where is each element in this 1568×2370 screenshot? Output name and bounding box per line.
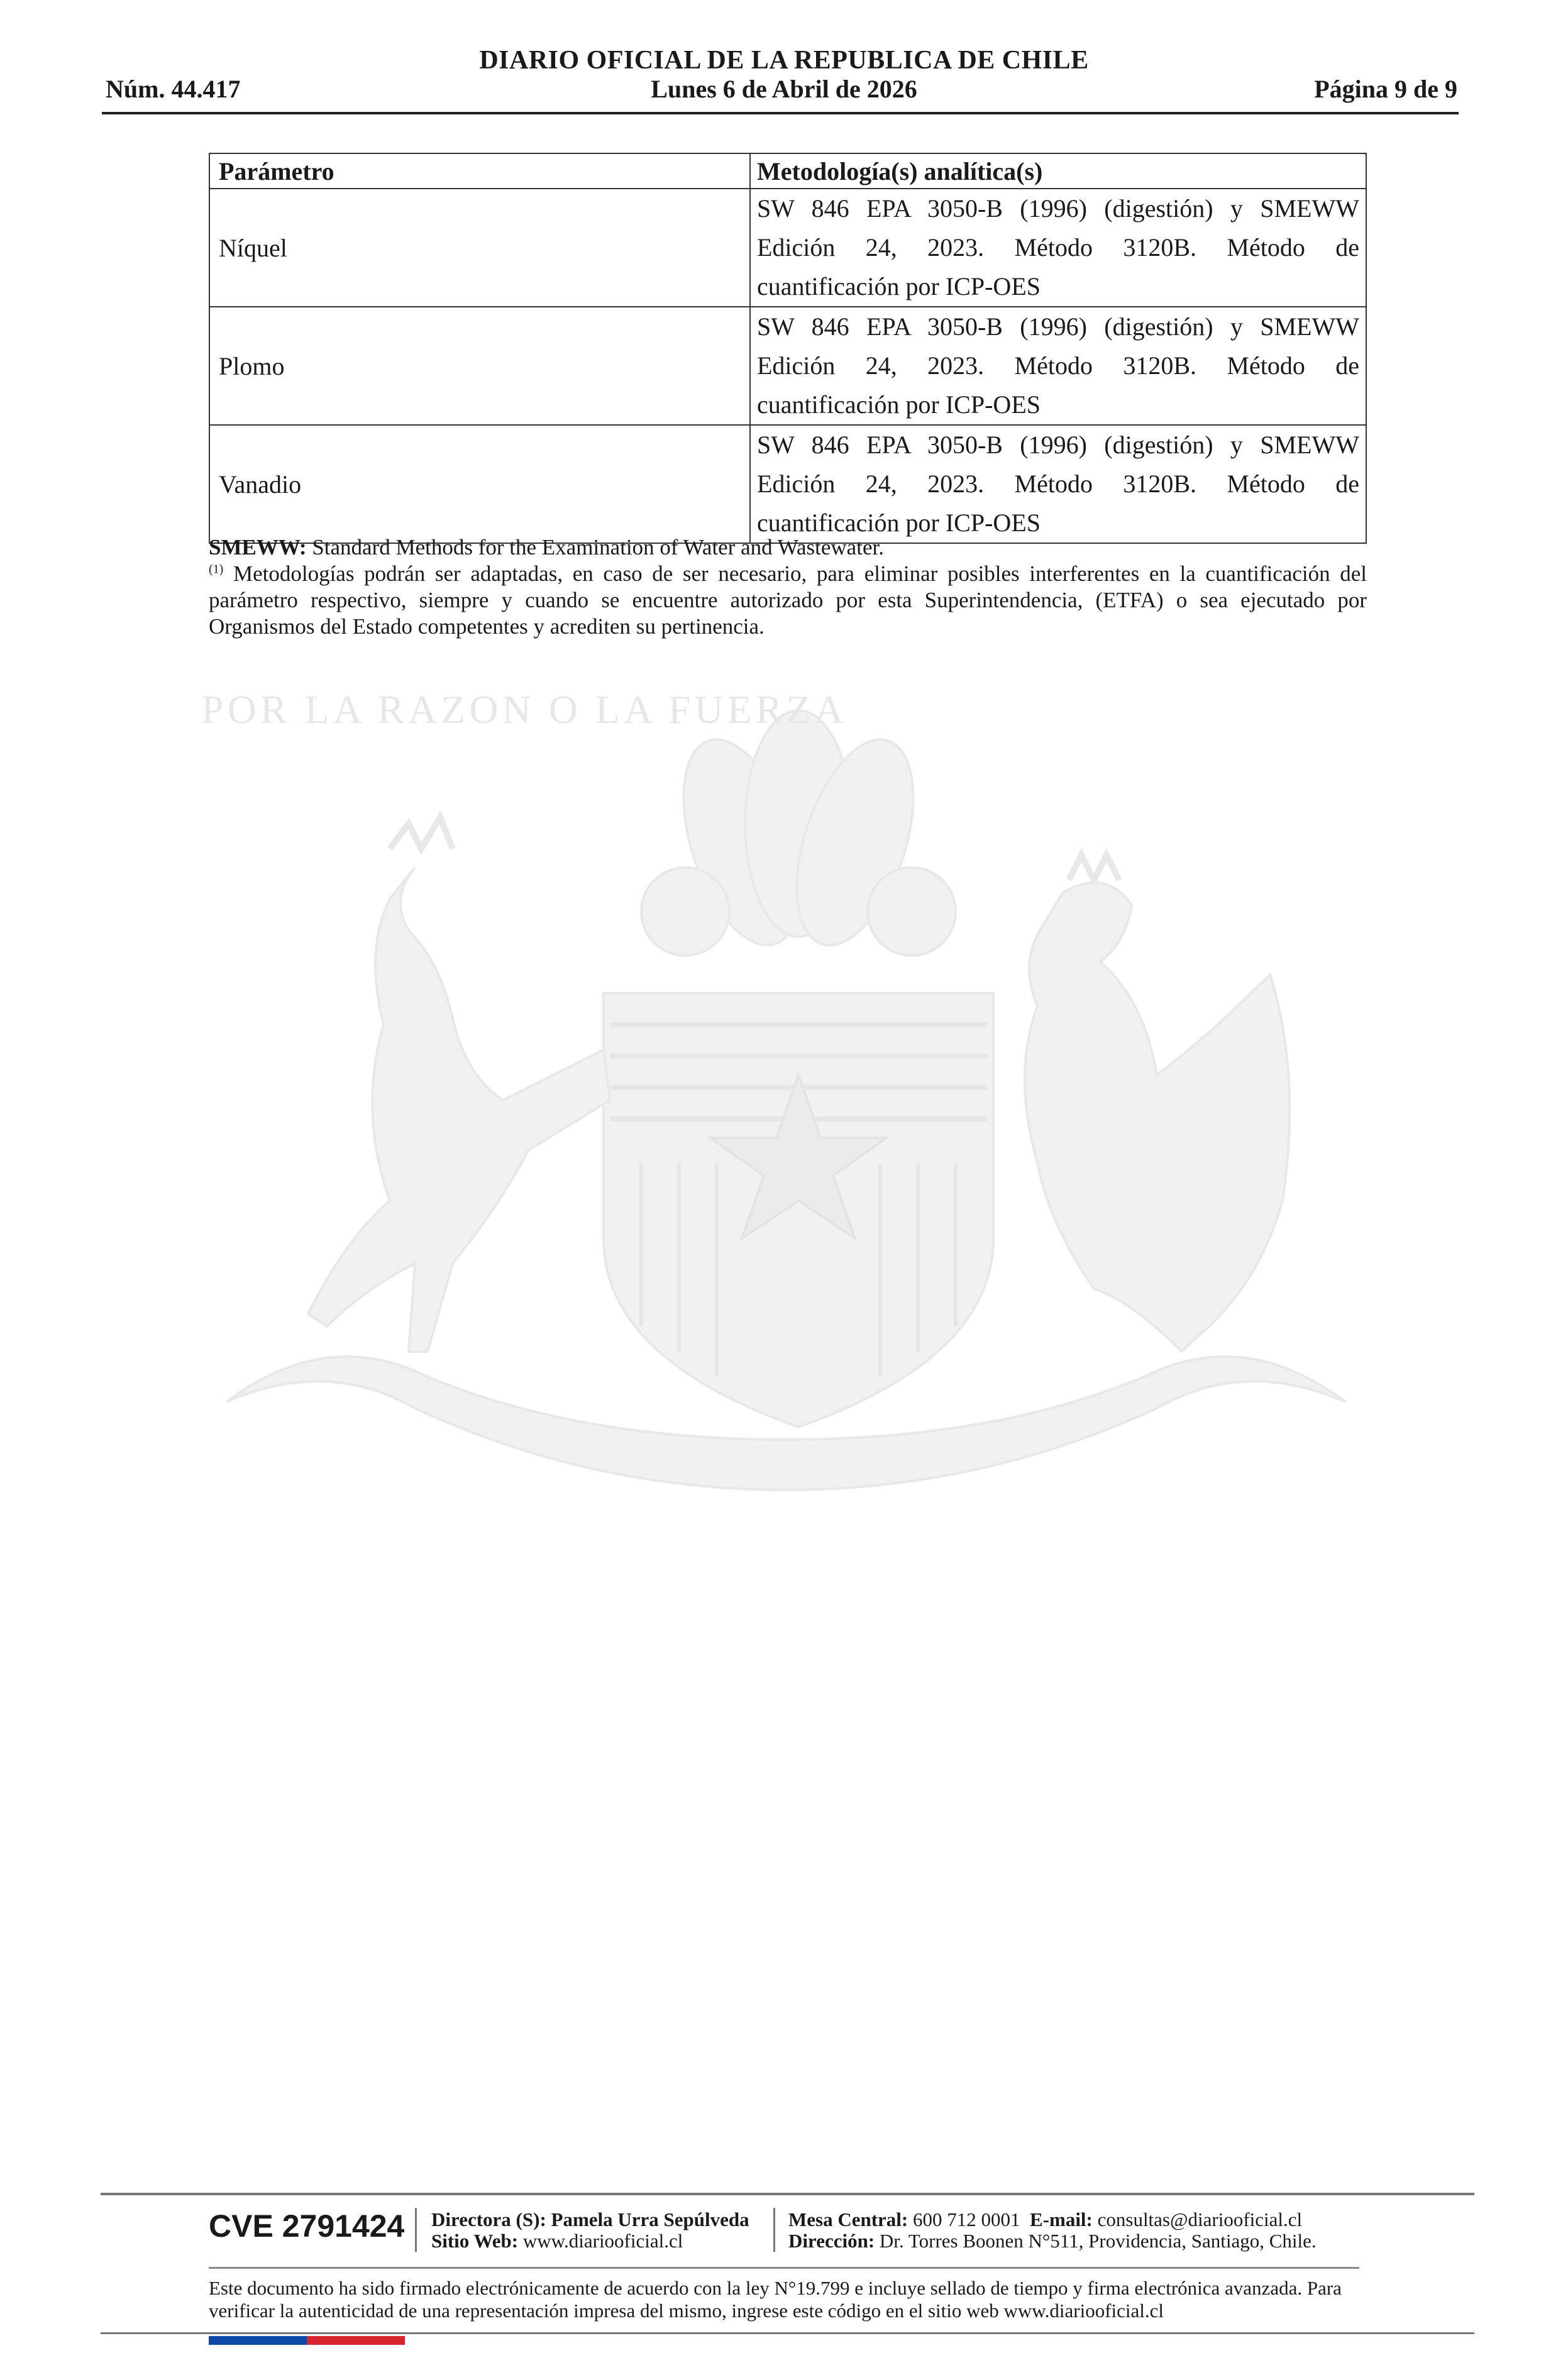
flag-bar-blue xyxy=(209,2336,307,2345)
methodology-cell: SW 846 EPA 3050-B (1996) (digestión) y SMEWW Edición 24, 2023. Método 3120B. Método de cuantificación por ICP-OES xyxy=(750,307,1366,425)
table-notes xyxy=(209,534,1367,640)
cve-code: CVE 2791424 xyxy=(209,2208,405,2244)
newspaper-title: DIARIO OFICIAL DE LA REPUBLICA DE CHILE xyxy=(479,46,1089,75)
website-label: Sitio Web: xyxy=(431,2230,519,2252)
email-link[interactable]: consultas@diariooficial.cl xyxy=(1097,2208,1303,2230)
table-row xyxy=(209,189,1366,307)
smeww-label: SMEWW: xyxy=(209,535,307,559)
issue-date: Lunes 6 de Abril de 2026 xyxy=(651,75,917,103)
shield-icon xyxy=(604,993,993,1427)
methodology-cell: SW 846 EPA 3050-B (1996) (digestión) y SMEWW Edición 24, 2023. Método 3120B. Método de cuantificación por ICP-OES xyxy=(750,425,1366,543)
table-header-row xyxy=(209,153,1366,189)
issue-number: Núm. 44.417 xyxy=(106,75,241,103)
page-indicator: Página 9 de 9 xyxy=(1314,75,1457,103)
parameter-cell: Níquel xyxy=(209,189,750,307)
header-divider xyxy=(102,112,1459,114)
methodology-cell: SW 846 EPA 3050-B (1996) (digestión) y SMEWW Edición 24, 2023. Método 3120B. Método de cuantificación por ICP-OES xyxy=(750,189,1366,307)
parameter-cell: Vanadio xyxy=(209,425,750,543)
footnote-1 xyxy=(209,561,1367,640)
director-label: Directora (S): Pamela Urra Sepúlveda xyxy=(431,2208,749,2230)
phone-value: 600 712 0001 xyxy=(913,2208,1020,2230)
phone-label: Mesa Central: xyxy=(788,2208,908,2230)
footnote-text: Metodologías podrán ser adaptadas, en caso de ser necesario, para eliminar posibles interferentes en la cuantificación del parámetro respectivo, siempre y cuando se encuentre autorizado por esta Superintendencia, (ETFA) o sea ejecutado por Organismos del Estado competentes y acrediten su pertinencia. xyxy=(209,561,1367,639)
footer-contact-info xyxy=(788,2209,1317,2252)
address-value: Dr. Torres Boonen N°511, Providencia, Santiago, Chile. xyxy=(879,2230,1317,2252)
email-label: E-mail: xyxy=(1030,2208,1093,2230)
footnote-marker: (1) xyxy=(209,562,224,576)
table-row xyxy=(209,307,1366,425)
column-header-methodology: Metodología(s) analítica(s) xyxy=(750,153,1366,189)
parameter-cell: Plomo xyxy=(209,307,750,425)
column-header-parameter: Parámetro xyxy=(209,153,750,189)
footer-divider-bottom xyxy=(101,2332,1474,2334)
coat-of-arms-watermark xyxy=(201,687,1371,1572)
parameters-table xyxy=(209,153,1367,544)
footer-divider-middle xyxy=(209,2267,1359,2269)
website-link[interactable]: www.diariooficial.cl xyxy=(522,2230,683,2252)
footer-separator xyxy=(415,2208,417,2252)
flag-bar-red xyxy=(307,2336,405,2345)
legal-notice: Este documento ha sido firmado electrónicamente de acuerdo con la ley N°19.799 e incluye sellado de tiempo y firma electrónica avanzada. Para verificar la autenticidad de una representación impresa del mismo, ingrese este código en el sitio web www.diariooficial.cl xyxy=(209,2277,1342,2322)
table-row xyxy=(209,425,1366,543)
footer-editor-info xyxy=(431,2209,749,2252)
condor-icon xyxy=(1025,855,1289,1352)
motto-text: POR LA RAZON O LA FUERZA xyxy=(201,687,847,732)
footer-separator xyxy=(773,2208,775,2252)
smeww-text: Standard Methods for the Examination of Water and Wastewater. xyxy=(312,535,884,559)
plumes-icon xyxy=(641,710,956,959)
smeww-note xyxy=(209,534,1367,561)
footer-divider-top xyxy=(101,2193,1474,2195)
address-label: Dirección: xyxy=(788,2230,875,2252)
huemul-icon xyxy=(308,817,610,1352)
